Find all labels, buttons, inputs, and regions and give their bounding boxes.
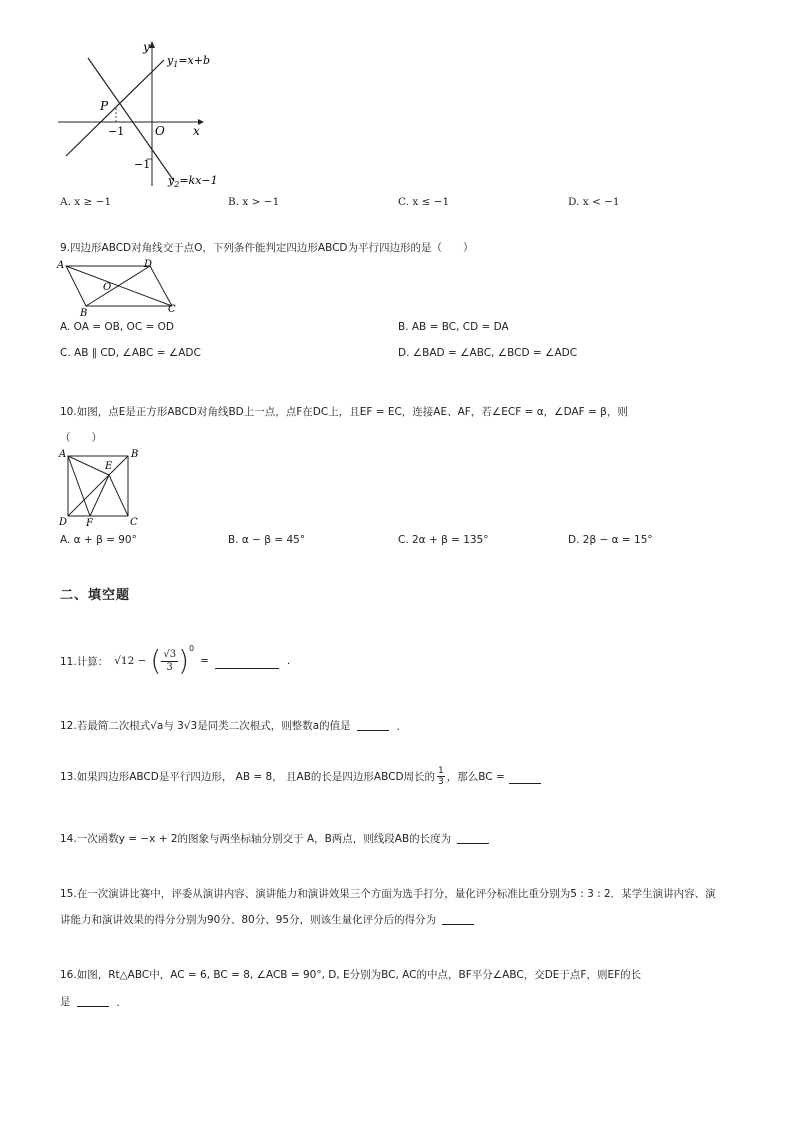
q15-line2 [60, 912, 474, 927]
q8-option-a[interactable]: A. x ≥ −1 [60, 196, 112, 208]
q16-text: 是 [60, 996, 71, 1008]
vertex-d: D [144, 259, 153, 270]
q9-option-d[interactable]: D. ∠BAD = ∠ABC, ∠BCD = ∠ADC [398, 347, 578, 359]
q14 [60, 831, 489, 846]
vertex-a: A [59, 449, 67, 460]
q15-answer-blank[interactable] [442, 923, 474, 925]
q13 [60, 766, 541, 788]
q11 [60, 644, 290, 678]
x-axis-label: x [193, 124, 200, 138]
q13-answer-blank[interactable] [509, 782, 541, 784]
line-y2 [88, 58, 174, 181]
vertex-b: B [131, 449, 139, 460]
q13-fraction [437, 766, 445, 788]
point-e: E [105, 461, 113, 472]
vertex-b: B [80, 308, 88, 318]
q11-prefix: 11.计算： [60, 655, 109, 668]
q10-stem-bracket: （ ） [60, 432, 102, 444]
q16-answer-blank[interactable] [77, 1005, 109, 1007]
tick-y-label: −1 [134, 158, 151, 171]
q9-option-a[interactable]: A. OA = OB, OC = OD [60, 321, 174, 333]
q15-line1: 15.在一次演讲比赛中，评委从演讲内容、演讲能力和演讲效果三个方面为选手打分，量化评分标准比重分别为5 : 3 : 2．某学生演讲内容、演 [60, 888, 716, 900]
q13-text-a: 13.如果四边形ABCD是平行四边形， AB = 8， 且AB的长是四边形ABCD周长的 [60, 771, 436, 784]
q9-stem: 9.四边形ABCD对角线交于点O，下列条件能判定四边形ABCD为平行四边形的是（ ） [60, 242, 474, 254]
q11-frac-den: 3 [166, 661, 173, 673]
q13-text-b: ，那么BC = [446, 771, 505, 784]
line-y1 [66, 60, 164, 156]
q12 [60, 718, 400, 733]
q12-period: . [396, 721, 400, 733]
q11-expr: √12 − [114, 655, 147, 667]
q16-line1: 16.如图，Rt△ABC中，AC = 6, BC = 8, ∠ACB = 90°, D, E分别为BC, AC的中点，BF平分∠ABC，交DE于点F，则EF的长 [60, 969, 642, 981]
q16-line2 [60, 994, 120, 1009]
q11-paren-open: ( [150, 644, 162, 677]
q12-answer-blank[interactable] [357, 729, 389, 731]
square-figure [56, 446, 146, 530]
q11-exponent: 0 [189, 644, 195, 653]
q10-option-d[interactable]: D. 2β − α = 15° [568, 534, 653, 546]
q9-option-b[interactable]: B. AB = BC, CD = DA [398, 321, 509, 333]
q8-option-d[interactable]: D. x < −1 [568, 196, 620, 208]
q9-option-c[interactable]: C. AB ∥ CD, ∠ABC = ∠ADC [60, 347, 201, 359]
q8-option-b[interactable]: B. x > −1 [228, 196, 280, 208]
vertex-c: C [130, 517, 138, 528]
q14-answer-blank[interactable] [457, 842, 489, 844]
parallelogram-figure [56, 256, 186, 318]
vertex-a: A [57, 260, 65, 271]
q15-text: 讲能力和演讲效果的得分分别为90分、80分、95分，则该生量化评分后的得分为 [60, 914, 437, 926]
q8-option-c[interactable]: C. x ≤ −1 [398, 196, 450, 208]
q10-option-b[interactable]: B. α − β = 45° [228, 534, 306, 546]
q11-frac-num: √3 [163, 648, 177, 660]
q12-text: 12.若最简二次根式√a与 3√3是同类二次根式，则整数a的值是 [60, 720, 351, 732]
q10-option-c[interactable]: C. 2α + β = 135° [398, 534, 489, 546]
q16-period: . [116, 997, 120, 1009]
tick-x-label: −1 [108, 125, 125, 138]
q10-stem: 10.如图，点E是正方形ABCD对角线BD上一点，点F在DC上，且EF = EC，连接AE、AF，若∠ECF = α，∠DAF = β，则 [60, 406, 628, 418]
vertex-c: C [168, 304, 176, 315]
q11-equals: = [200, 655, 209, 667]
q11-period: . [286, 655, 291, 667]
q10-option-a[interactable]: A. α + β = 90° [60, 534, 137, 546]
q11-fraction [161, 649, 178, 674]
q13-frac-num: 1 [438, 766, 444, 776]
q11-paren-close: ) [178, 644, 189, 677]
line1-label: $y_1=x+b$ [167, 54, 210, 69]
q14-text: 14.一次函数y = −x + 2的图象与两坐标轴分别交于 A，B两点，则线段AB的长度为 [60, 833, 452, 845]
point-p-label: P [100, 99, 109, 113]
q13-frac-den: 3 [438, 777, 444, 788]
y-axis-label: y [143, 40, 150, 54]
section-title: 二、填空题 [60, 588, 131, 603]
q11-answer-blank[interactable] [215, 667, 279, 669]
function-graph [50, 38, 230, 188]
center-o: O [103, 282, 112, 293]
point-f: F [86, 518, 93, 529]
vertex-d: D [59, 517, 68, 528]
origin-label: O [155, 124, 165, 138]
line2-label: $y_2=kx-1$ [168, 174, 218, 188]
